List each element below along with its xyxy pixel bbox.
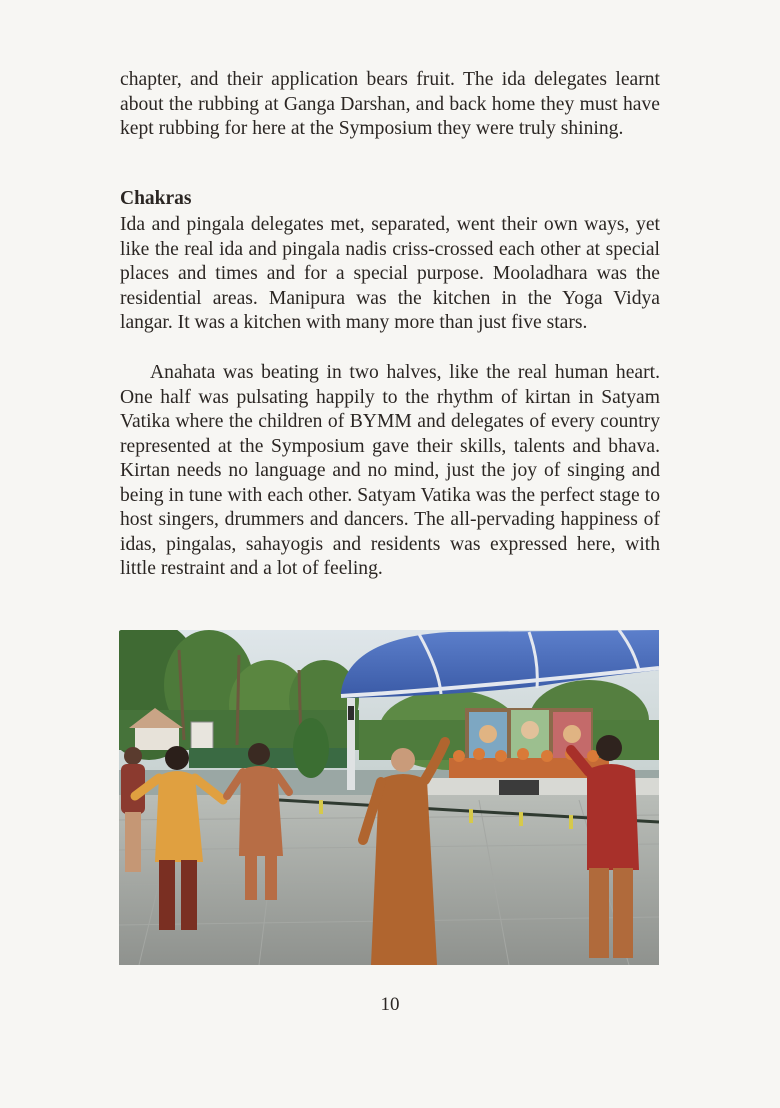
paragraph-anahata: Anahata was beating in two halves, like the real human heart. One half was pulsating happily to the rhythm of kirtan in Satyam Vatika where the children of BYMM and delegates of every country represented at the Symposium gave their skills, talents and bhava. Kirtan needs no language and no mind, just the joy of singing and being in tune with each other. Satyam Vatika was the perfect stage to host singers, drummers and dancers. The all-pervading happiness of idas, pingalas, sahayogis and residents was expressed here, with little restraint and a lot of feeling. [120,362,660,579]
kirtan-photo [119,630,659,965]
kirtan-photo-illustration [119,630,659,965]
paragraph-continued: chapter, and their application bears fruit. The ida delegates learnt about the rubbing at Ganga Darshan, and back home they must have kept rubbing for here at the Symposium they were truly shining. [120,69,660,139]
paragraph-chakras: Ida and pingala delegates met, separated, went their own ways, yet like the real ida and pingala nadis criss-crossed each other at special places and times and for a special purpose. Mooladhara was the residential areas. Manipura was the kitchen in the Yoga Vidya langar. It was a kitchen with many more than just five stars. [120,214,660,333]
section-heading: Chakras [120,188,192,209]
page-number: 10 [380,994,400,1015]
